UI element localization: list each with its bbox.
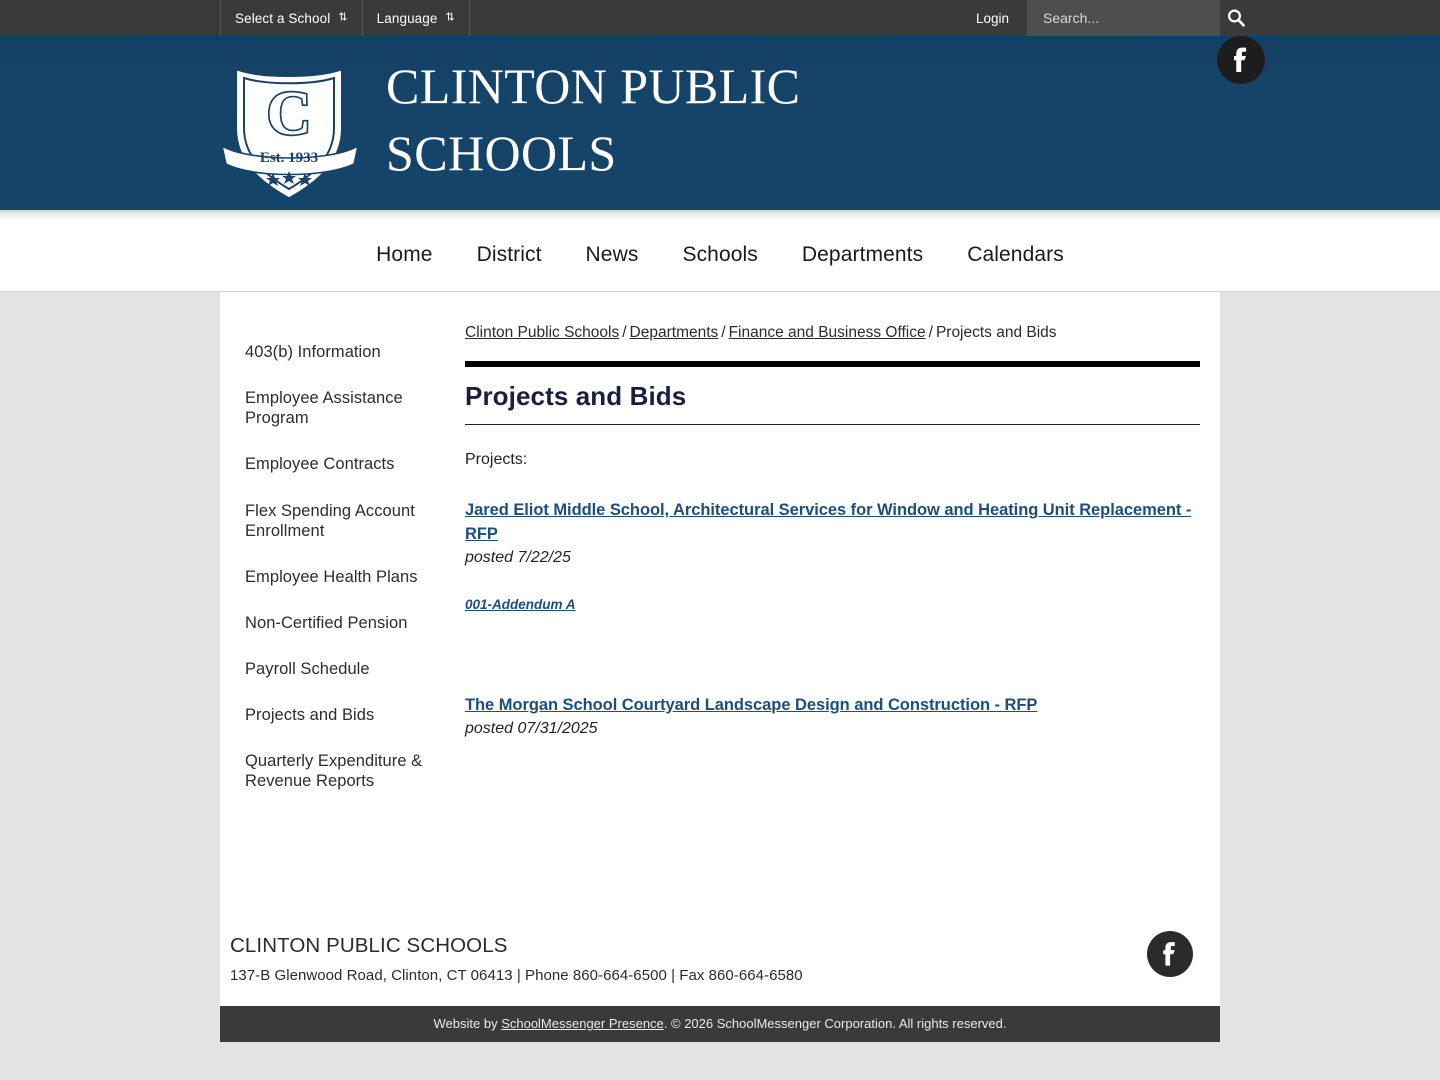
site-title-line2: SCHOOLS [386, 125, 617, 181]
shield-logo-icon [218, 50, 370, 200]
footer-text-block [230, 934, 803, 984]
search-icon [1226, 8, 1246, 28]
site-masthead [0, 36, 1440, 210]
projects-intro: Projects: [465, 451, 528, 469]
school-selector[interactable] [220, 0, 363, 36]
school-logo[interactable] [218, 50, 370, 200]
svg-text:C: C [266, 80, 312, 148]
nav-item-schools[interactable]: Schools [682, 243, 758, 266]
updown-arrow-icon: ⇅ [445, 11, 455, 23]
content-row [220, 292, 1220, 818]
search-input[interactable] [1041, 9, 1226, 27]
language-selector[interactable] [363, 0, 470, 36]
project-entry-2 [465, 694, 1200, 738]
facebook-link-header[interactable] [1217, 36, 1265, 84]
masthead-inner [220, 36, 1220, 210]
footer-address: 137-B Glenwood Road, Clinton, CT 06413 | Phone 860-664-6500 | Fax 860-664-6580 [230, 967, 803, 984]
utility-bar-right [958, 0, 1220, 36]
sidebar-item-payroll-schedule[interactable]: Payroll Schedule [245, 660, 370, 678]
project-link-morgan-school-courtyard[interactable]: The Morgan School Courtyard Landscape Design and Construction - RFP [465, 695, 1038, 714]
sidebar-item-employee-contracts[interactable]: Employee Contracts [245, 455, 395, 474]
main-navigation [0, 219, 1440, 292]
page-container [220, 292, 1220, 904]
facebook-link-footer[interactable] [1147, 931, 1193, 977]
language-selector-label: Language [376, 10, 438, 26]
login-link[interactable]: Login [975, 10, 1009, 26]
search-button[interactable] [1226, 8, 1246, 28]
sidebar-item-employee-health-plans[interactable]: Employee Health Plans [245, 567, 418, 586]
project-attachment-link-addendum-a[interactable]: 001-Addendum A [465, 596, 576, 612]
masthead-bottom-edge [0, 210, 1440, 219]
facebook-icon [1147, 931, 1193, 977]
nav-item-departments[interactable]: Departments [801, 243, 924, 266]
breadcrumb-link-finance-and-business-office[interactable]: Finance and Business Office [728, 324, 926, 341]
sidebar-item-403b[interactable]: 403(b) Information [245, 343, 381, 361]
footer-org-name: CLINTON PUBLIC SCHOOLS [230, 934, 508, 957]
sidebar-item-flex-spending-account-enrollment[interactable]: Flex Spending Account Enrollment [245, 501, 415, 540]
project-spacer [465, 632, 1200, 694]
main-content [465, 320, 1220, 756]
breadcrumb-separator: / [928, 324, 933, 341]
sidebar-item-projects-and-bids[interactable]: Projects and Bids [245, 706, 375, 725]
breadcrumb [465, 323, 1200, 343]
nav-item-district[interactable]: District [476, 243, 542, 266]
breadcrumb-link-clinton-public-schools[interactable]: Clinton Public Schools [465, 324, 620, 341]
project-posted-date: posted 7/22/25 [465, 548, 571, 566]
title-top-rule [465, 361, 1200, 367]
updown-arrow-icon: ⇅ [338, 11, 348, 23]
utility-bar [0, 0, 1440, 36]
project-entry-1 [465, 499, 1200, 614]
site-title-line1: CLINTON PUBLIC [386, 58, 801, 114]
facebook-icon [1217, 36, 1265, 84]
sidebar-item-non-certified-pension[interactable]: Non-Certified Pension [245, 613, 408, 632]
sidebar-item-quarterly-expenditure-revenue-reports[interactable]: Quarterly Expenditure & Revenue Reports [245, 752, 423, 791]
breadcrumb-link-departments[interactable]: Departments [629, 324, 719, 341]
copyright-bar [220, 1006, 1220, 1042]
title-underline [465, 424, 1200, 425]
copyright-suffix: . © 2026 SchoolMessenger Corporation. All rights reserved. [663, 1016, 1007, 1031]
sidebar-item-employee-assistance-program[interactable]: Employee Assistance Program [245, 389, 403, 428]
nav-item-news[interactable]: News [585, 243, 639, 266]
breadcrumb-separator: / [721, 324, 726, 341]
school-selector-label: Select a School [235, 10, 331, 26]
nav-item-calendars[interactable]: Calendars [967, 243, 1064, 266]
site-title [386, 53, 800, 193]
schoolmessenger-link[interactable]: SchoolMessenger Presence [501, 1016, 664, 1031]
footer-info [220, 904, 1220, 1006]
section-sidebar [220, 320, 465, 818]
project-posted-date: posted 07/31/2025 [465, 720, 598, 738]
search-box[interactable] [1027, 0, 1220, 36]
utility-bar-left [220, 0, 470, 36]
page-title: Projects and Bids [465, 381, 687, 412]
copyright-prefix: Website by [433, 1016, 502, 1031]
breadcrumb-current: Projects and Bids [935, 324, 1057, 341]
breadcrumb-separator: / [622, 324, 627, 341]
logo-est-text: Est. 1933 [259, 150, 319, 166]
nav-item-home[interactable]: Home [376, 243, 433, 266]
project-link-jared-eliot-middle-school[interactable]: Jared Eliot Middle School, Architectural Services for Window and Heating Unit Replacement - RFP [465, 501, 1192, 543]
